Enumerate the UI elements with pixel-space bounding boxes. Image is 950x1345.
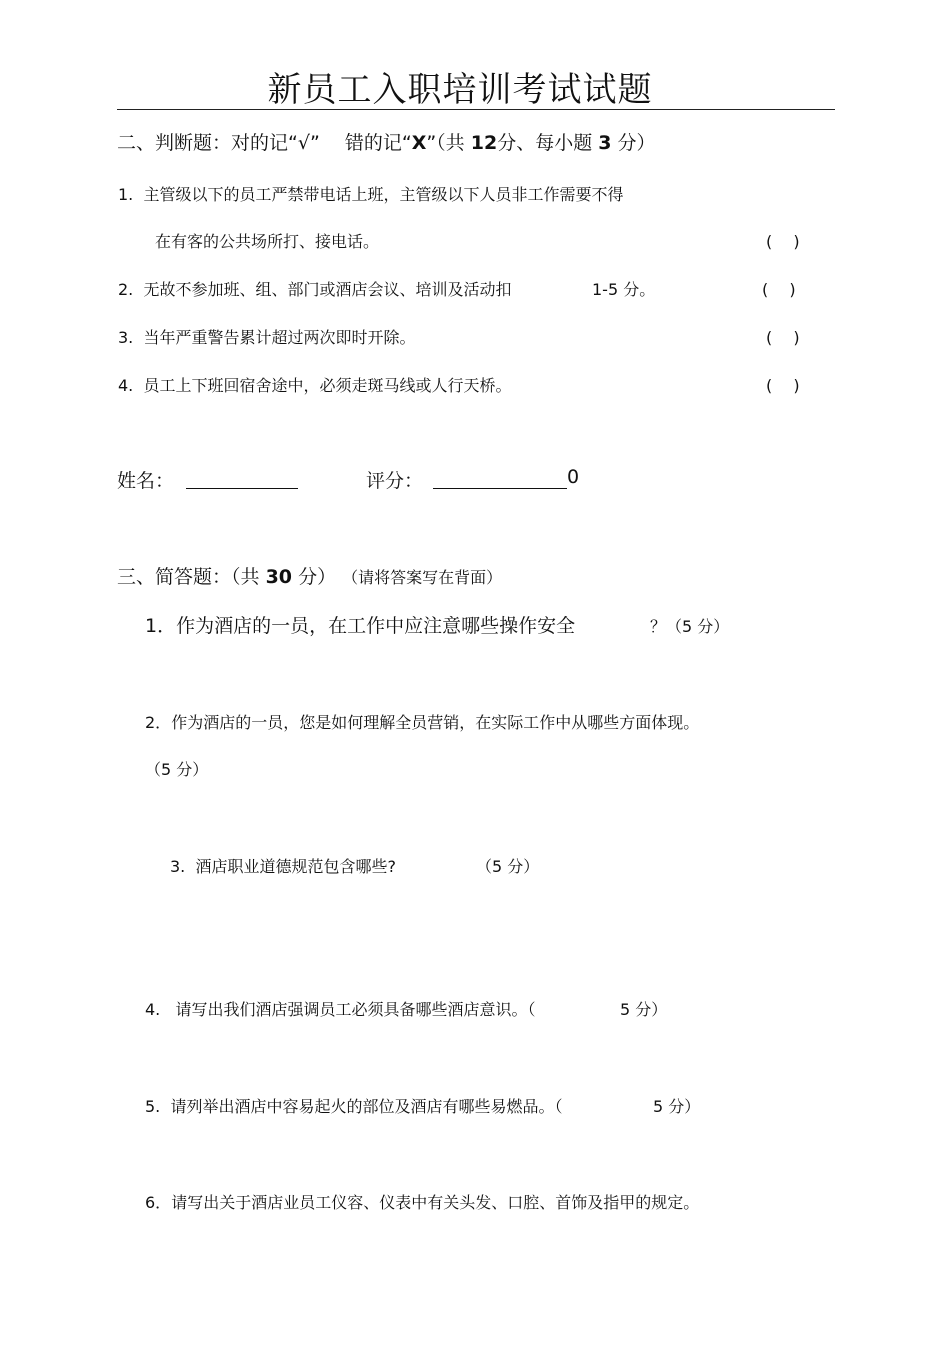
judge-item-1 [118,182,623,205]
judge-heading-pre: 二、判断题：对的记“√” 错的记“ [117,132,412,154]
judge-item-text: 员工上下班回宿舍途中，必须走斑马线或人行天桥。 [143,376,512,395]
short-q3-points: （5 分） [476,857,540,876]
short-q4 [145,997,536,1020]
question-text: 请写出关于酒店业员工仪容、仪表中有关头发、口腔、首饰及指甲的规定。 [171,1193,700,1212]
question-num: 6． [145,1193,172,1212]
question-num: 2． [145,713,172,732]
judge-item-3 [118,325,415,348]
judge-heading-mid1: ”（共 [426,132,465,154]
page-title: 新员工入职培训考试试题 [267,70,653,110]
question-text: 请列举出酒店中容易起火的部位及酒店有哪些易燃品。（ [170,1097,563,1116]
judge-heading-x: X [411,132,427,154]
judge-heading-each: 3 [598,132,612,154]
answer-paren[interactable]: ( ) [762,280,796,299]
short-q3 [170,854,396,877]
short-q5-points: 5 分） [653,1097,701,1116]
question-text: 作为酒店的一员，您是如何理解全员营销，在实际工作中从哪些方面体现。 [171,713,700,732]
title-underline [117,109,835,110]
name-blank[interactable] [186,470,298,489]
answer-paren[interactable]: ( ) [766,328,800,347]
judge-heading-total: 12 [470,132,498,154]
question-num: 3. [170,857,186,876]
judge-item-2 [118,277,511,300]
judge-heading [117,128,656,155]
short-heading-post: 分） [298,566,337,588]
short-heading-total: 30 [265,566,293,588]
answer-paren[interactable]: ( ) [766,232,800,251]
judge-item-text: 无故不参加班、组、部门或酒店会议、培训及活动扣 [143,280,512,299]
judge-item-text: 主管级以下的员工严禁带电话上班，主管级以下人员非工作需要不得 [143,185,624,204]
judge-item-num: 3. [118,328,134,347]
short-heading [117,562,502,589]
question-num: 1． [145,615,177,637]
short-q1-points: ？（5 分） [650,617,730,636]
score-suffix: 0 [567,466,580,488]
judge-item-num: 1. [118,185,134,204]
question-text: 作为酒店的一员，在工作中应注意哪些操作安全 [176,615,576,637]
question-num: 5. [145,1097,161,1116]
question-num: 4. [145,1000,161,1019]
short-q4-points: 5 分） [620,1000,668,1019]
short-q2-points: （5 分） [145,760,209,779]
judge-item-2-tail: 1-5 分。 [592,280,656,299]
judge-item-4 [118,373,511,396]
question-text: 请写出我们酒店强调员工必须具备哪些酒店意识。（ [175,1000,536,1019]
question-text: 酒店职业道德规范包含哪些? [195,857,396,876]
short-q5 [145,1094,562,1117]
judge-heading-mid2: 分、每小题 [497,132,593,154]
short-heading-note: （请将答案写在背面） [342,568,503,587]
score-label: 评分： [366,470,424,492]
short-heading-pre: 三、简答题：（共 [117,566,260,588]
judge-heading-post: 分） [617,132,656,154]
short-q1 [145,611,575,638]
judge-item-num: 2. [118,280,134,299]
score-blank[interactable] [433,470,567,489]
judge-item-1-cont: 在有客的公共场所打、接电话。 [155,232,380,251]
answer-paren[interactable]: ( ) [766,376,800,395]
judge-item-num: 4. [118,376,134,395]
short-q6 [145,1190,699,1213]
short-q2 [145,710,699,733]
name-label: 姓名： [117,470,175,492]
judge-item-text: 当年严重警告累计超过两次即时开除。 [143,328,416,347]
